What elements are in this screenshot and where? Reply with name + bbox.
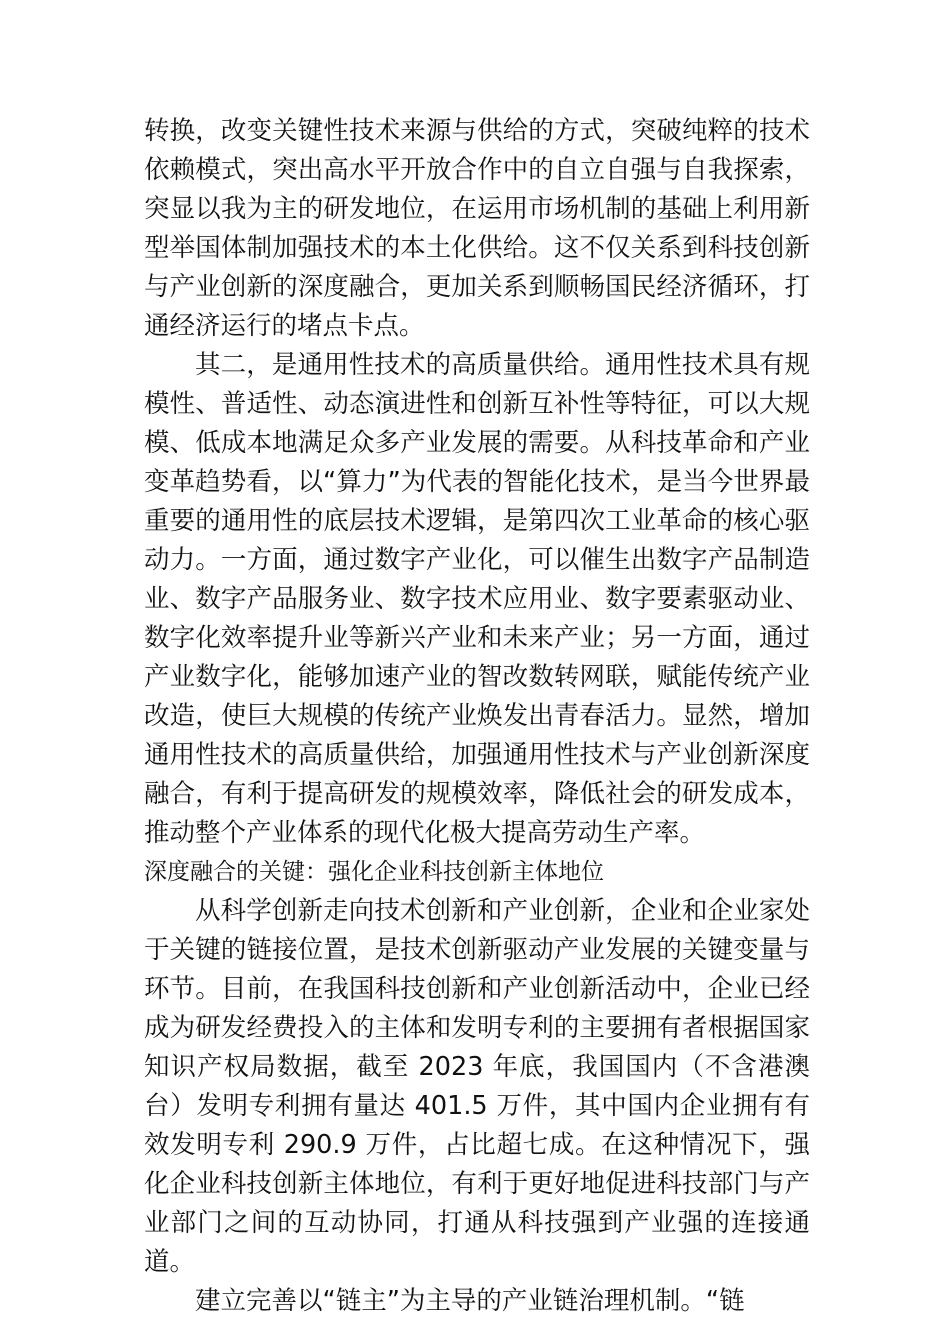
document-body	[144, 112, 810, 1321]
paragraph-enterprise-role: 从科学创新走向技术创新和产业创新，企业和企业家处于关键的链接位置，是技术创新驱动产业发展的关键变量与环节。目前，在我国科技创新和产业创新活动中，企业已经成为研发经费投入的主体和发明专利的主要拥有者根据国家知识产权局数据，截至 2023 年底，我国国内（不含港澳台）发明专利拥有量达 401.5 万件，其中国内企业拥有有效发明专利 290.9 万件，占比超七成。在这种情况下，强化企业科技创新主体地位，有利于更好地促进科技部门与产业部门之间的互动协同，打通从科技强到产业强的连接通道。	[144, 896, 810, 1277]
paragraph-chain-governance: 建立完善以“链主”为主导的产业链治理机制。“链	[195, 1286, 745, 1316]
section-subheading: 深度融合的关键：强化企业科技创新主体地位	[144, 859, 604, 885]
paragraph-continuation: 转换，改变关键性技术来源与供给的方式，突破纯粹的技术依赖模式，突出高水平开放合作中的自立自强与自我探索，突显以我为主的研发地位，在运用市场机制的基础上利用新型举国体制加强技术的本土化供给。这不仅关系到科技创新与产业创新的深度融合，更加关系到顺畅国民经济循环，打通经济运行的堵点卡点。	[144, 116, 810, 341]
paragraph-general-technology: 其二，是通用性技术的高质量供给。通用性技术具有规模性、普适性、动态演进性和创新互补性等特征，可以大规模、低成本地满足众多产业发展的需要。从科技革命和产业变革趋势看，以“算力”为代表的智能化技术，是当今世界最重要的通用性的底层技术逻辑，是第四次工业革命的核心驱动力。一方面，通过数字产业化，可以催生出数字产品制造业、数字产品服务业、数字技术应用业、数字要素驱动业、数字化效率提升业等新兴产业和未来产业；另一方面，通过产业数字化，能够加速产业的智改数转网联，赋能传统产业改造，使巨大规模的传统产业焕发出青春活力。显然，增加通用性技术的高质量供给，加强通用性技术与产业创新深度融合，有利于提高研发的规模效率，降低社会的研发成本，推动整个产业体系的现代化极大提高劳动生产率。	[144, 350, 810, 848]
